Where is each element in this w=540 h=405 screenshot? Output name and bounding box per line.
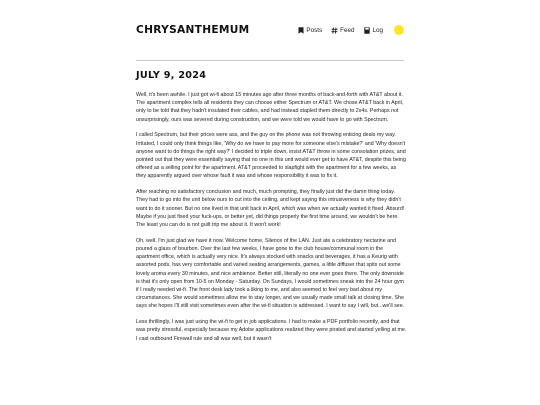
nav-label-log: Log — [372, 26, 383, 34]
nav-item-posts[interactable] — [297, 27, 322, 34]
hash-icon — [331, 27, 338, 34]
theme-toggle[interactable] — [394, 25, 404, 35]
nav-label-posts: Posts — [306, 26, 323, 34]
nav-label-feed: Feed — [340, 26, 355, 34]
post-paragraph: After reaching no satisfactory conclusion and much, much prompting, they finally just did the damn thing today. They had to go into the unit below ours to cut into the ceiling, and kept saying this intrusiveness is why they didn't want to do it sooner. But no one lived in that unit back in April, which was when we actually wanted it fixed. Absurd! Maybe if you just fixed your fuck-ups, or better yet, did things properly the first time around, we wouldn't be here. The least you can do is not guilt trip me about it. It won't work! — [136, 189, 405, 229]
site-header — [136, 22, 404, 38]
post-date: JULY 9, 2024 — [136, 70, 207, 81]
post-paragraph: I called Spectrum, but their prices were ass, and the guy on the phone was not throwing enticing deals my way. Irritated, I could only think things like, 'Why do we have to pay more for someone else's mistake?' and 'Why doesn't anyone want to do things the right way?' I decided to triple down, insist AT&T throw in some consolation prizes, and pointed out that they were essentially saying that no one in this unit would ever get to have AT&T, despite this being offered as a selling point for the apartment. AT&T proceeded to slapfight with the apartment for a few weeks, as they apparently argued over whose fault it was and whose responsibility it was to fix it. — [136, 132, 406, 180]
bookmark-icon — [297, 27, 304, 34]
site-title[interactable]: CHRYSANTHEMUM — [136, 24, 250, 36]
nav-item-log[interactable] — [363, 27, 383, 34]
header-divider — [136, 60, 404, 61]
nav-item-feed[interactable] — [331, 27, 354, 34]
save-icon — [363, 27, 370, 34]
post-paragraph: Less thrillingly, I was just using the wi-fi to get in job applications. I had to make a PDF portfolio recently, and that was pretty stressful, especially because my Adobe applications realized they were pirated and started yelling at me. I cast outbound Firewall rule and all was well, but it wasn't — [136, 319, 407, 342]
post-paragraph: Well, it's been awhile. I just got wi-fi about 15 minutes ago after three months of back-and-forth with AT&T about it. The apartment complex tells all residents they can choose either Spectrum or AT&T. We chose AT&T back in April, only to be told that they hadn't insulated their cables, and had instead stapled them directly to 2x4s. Perhaps not unsurprisingly, ours was severed during construction, and we were told we would have to go with Spectrum. — [136, 92, 404, 123]
post-content — [136, 91, 407, 350]
main-nav — [297, 22, 404, 38]
post-paragraph: Oh, well. I'm just glad we have it now. Welcome home, Silence of the LAN. Just ate a celebratory nectarine and poured a glass of bourbon. Over the last few weeks, I have gone to the club house/communal room in the apartment office, which is actually very nice. It's always stocked with snacks and beverages, it has a Keurig with assorted pods, has very comfortable and varied seating arrangements, games, a little diffuser that spits out some lovely aroma every 30 minutes, and nice ambience. Better still, literally no one ever goes there. The only downside is that it's only open from 10-5 on Monday - Saturday. On Sundays, I would sometimes sneak into the 24 hour gym if I really needed wi-fi. The front desk lady took a liking to me, and also seemed to feel very bad about my circumstances. She would sometimes allow me to stay longer, and we usually made small talk at closing time. She says she hopes I'll still visit sometimes even after the wi-fi situation is addressed. I want to say I will, but...we'll see. — [136, 237, 405, 310]
